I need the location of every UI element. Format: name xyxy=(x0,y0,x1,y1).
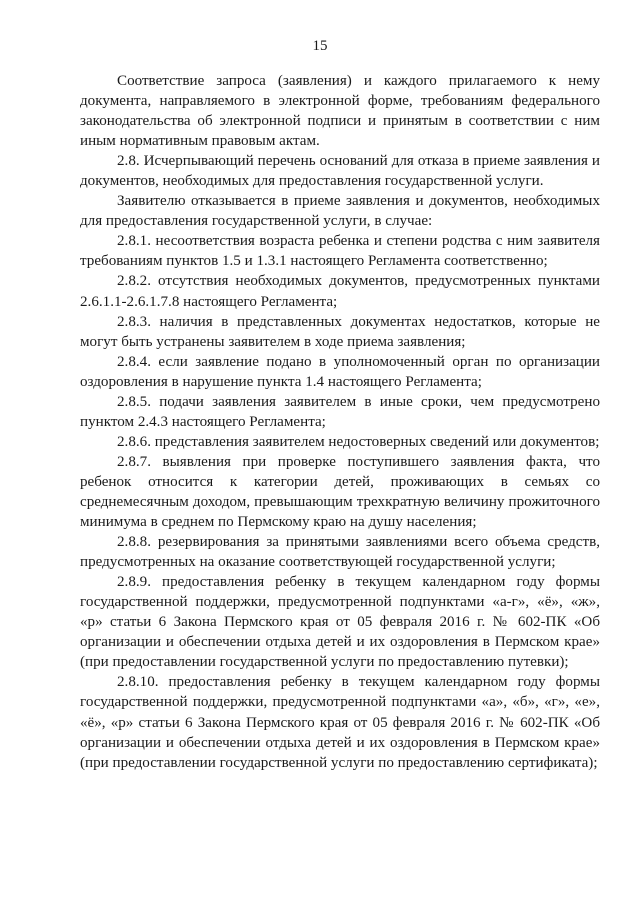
page-number: 15 xyxy=(312,38,328,54)
paragraph: Заявителю отказывается в приеме заявления и документов, необходимых для предоставления государственной услуги, в случае: xyxy=(80,193,600,230)
list-item-2-8-4: 2.8.4. если заявление подано в уполномоченный орган по организации оздоровления в нарушение пункта 1.4 настоящего Регламента; xyxy=(80,353,600,390)
paragraph: Соответствие запроса (заявления) и каждого прилагаемого к нему документа, направляемого в электронной форме, требованиям федерального законодательства об электронной подписи и принятым в соответствии с ним иным нормативным правовым актам. xyxy=(80,73,600,150)
document-body xyxy=(80,71,600,773)
list-item-2-8-8: 2.8.8. резервирования за принятыми заявлениями всего объема средств, предусмотренных на оказание соответствующей государственной услуги; xyxy=(80,534,600,571)
list-item-2-8-3: 2.8.3. наличия в представленных документах недостатков, которые не могут быть устранены заявителем в ходе приема заявления; xyxy=(80,313,600,350)
list-item-2-8-9: 2.8.9. предоставления ребенку в текущем календарном году формы государственной поддержки, предусмотренной подпунктами «а-г», «ё», «ж», «р» статьи 6 Закона Пермского края от 05 февраля 2016 г. № 602-ПК «Об организации и обеспечении отдыха детей и их оздоровления в Пермском крае» (при предоставлении государственной услуги по предоставлению путевки); xyxy=(80,574,600,671)
list-item-2-8-2: 2.8.2. отсутствия необходимых документов, предусмотренных пунктами 2.6.1.1-2.6.1.7.8 настоящего Регламента; xyxy=(80,273,600,310)
list-item-2-8-5: 2.8.5. подачи заявления заявителем в иные сроки, чем предусмотрено пунктом 2.4.3 настоящего Регламента; xyxy=(80,393,600,430)
list-item-2-8-7: 2.8.7. выявления при проверке поступившего заявления факта, что ребенок относится к категории детей, проживающих в семьях со среднемесячным доходом, превышающим трехкратную величину прожиточного минимума в среднем по Пермскому краю на душу населения; xyxy=(80,453,600,531)
list-item-2-8-1: 2.8.1. несоответствия возраста ребенка и степени родства с ним заявителя требованиям пунктов 1.5 и 1.3.1 настоящего Регламента соответственно; xyxy=(80,233,600,270)
list-item-2-8-10: 2.8.10. предоставления ребенку в текущем календарном году формы государственной поддержки, предусмотренной подпунктами «а», «б», «г», «е», «ё», «р» статьи 6 Закона Пермского края от 05 февраля 2016 г. № 602-ПК «Об организации и обеспечении отдыха детей и их оздоровления в Пермском крае» (при предоставлении государственной услуги по предоставлению сертификата); xyxy=(80,674,600,771)
list-item-2-8-6: 2.8.6. представления заявителем недостоверных сведений или документов; xyxy=(117,433,600,450)
section-heading-2-8: 2.8. Исчерпывающий перечень оснований для отказа в приеме заявления и документов, необходимых для предоставления государственной услуги. xyxy=(80,153,600,190)
